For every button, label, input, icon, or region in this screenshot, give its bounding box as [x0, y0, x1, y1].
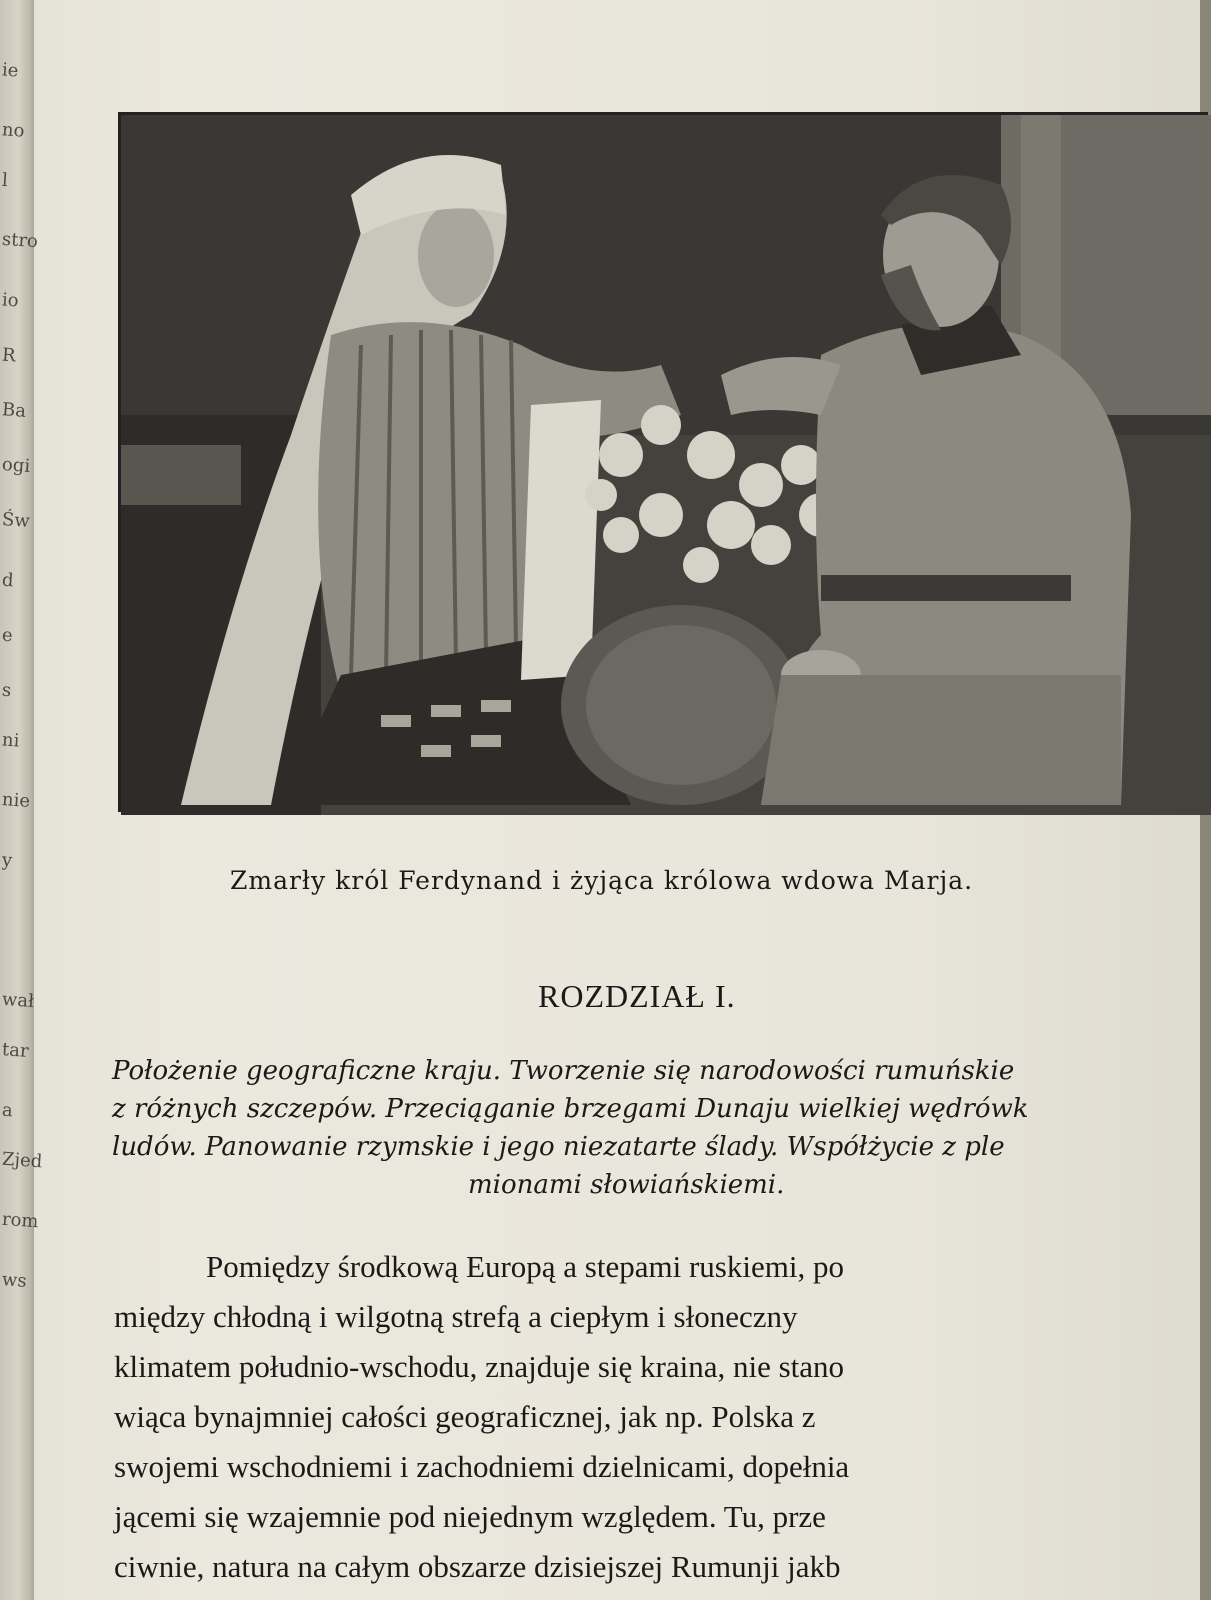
summary-line: mionami słowiańskiemi. [468, 1170, 785, 1200]
gutter-fragment: y [1, 849, 13, 872]
gutter-fragment: R [1, 344, 17, 367]
gutter-fragment: Św [1, 509, 31, 532]
gutter-fragment: ni [1, 729, 21, 752]
gutter-fragment: s [1, 679, 12, 702]
gutter-fragment: tar [1, 1039, 30, 1062]
body-line: Pomiędzy środkową Europą a stepami ruskiemi, po [206, 1249, 844, 1284]
summary-line: Położenie geograficzne kraju. Tworzenie się narodowości rumuńskie [112, 1056, 1015, 1086]
photograph-king-and-queen [118, 112, 1208, 812]
body-line: jącemi się wzajemnie pod niejednym względem. Tu, prze [114, 1499, 826, 1534]
summary-line: ludów. Panowanie rzymskie i jego niezatarte ślady. Współżycie z ple [112, 1132, 1005, 1162]
body-line: wiąca bynajmniej całości geograficznej, jak np. Polska z [114, 1399, 816, 1434]
chapter-summary [112, 1052, 1192, 1204]
body-line: między chłodną i wilgotną strefą a ciepłym i słoneczny [114, 1299, 798, 1334]
gutter-fragment: io [1, 289, 20, 312]
gutter-fragment: a [1, 1099, 14, 1122]
gutter-fragment: e [1, 624, 14, 647]
body-line: klimatem południo-wschodu, znajduje się kraina, nie stano [114, 1349, 845, 1384]
gutter-fragment: ie [1, 59, 20, 82]
gutter-fragment: Ba [1, 399, 27, 422]
chapter-heading: ROZDZIAŁ I. [538, 978, 736, 1014]
summary-line: z różnych szczepów. Przeciąganie brzegami Dunaju wielkiej wędrówk [112, 1094, 1029, 1124]
gutter-fragment: d [1, 569, 15, 592]
gutter-fragment: nie [1, 789, 31, 812]
gutter-fragment: ogi [1, 454, 31, 477]
body-line: ciwnie, natura na całym obszarze dzisiejszej Rumunji jakb [114, 1549, 841, 1584]
photo-caption: Zmarły król Ferdynand i żyjąca królowa wdowa Marja. [230, 866, 974, 895]
gutter-fragment: no [1, 119, 26, 142]
page-gutter [0, 0, 43, 1600]
gutter-fragment: rom [1, 1208, 40, 1233]
gutter-fragment: ws [1, 1269, 28, 1292]
gutter-fragment: Zjed [1, 1148, 43, 1173]
gutter-fragment: wał [1, 988, 35, 1013]
gutter-fragment: l [1, 169, 9, 192]
body-line: swojemi wschodniemi i zachodniemi dzielnicami, dopełnia [114, 1449, 850, 1484]
photograph-illustration [121, 115, 1211, 815]
gutter-fragment: stro [1, 228, 39, 253]
body-text [114, 1242, 1204, 1592]
